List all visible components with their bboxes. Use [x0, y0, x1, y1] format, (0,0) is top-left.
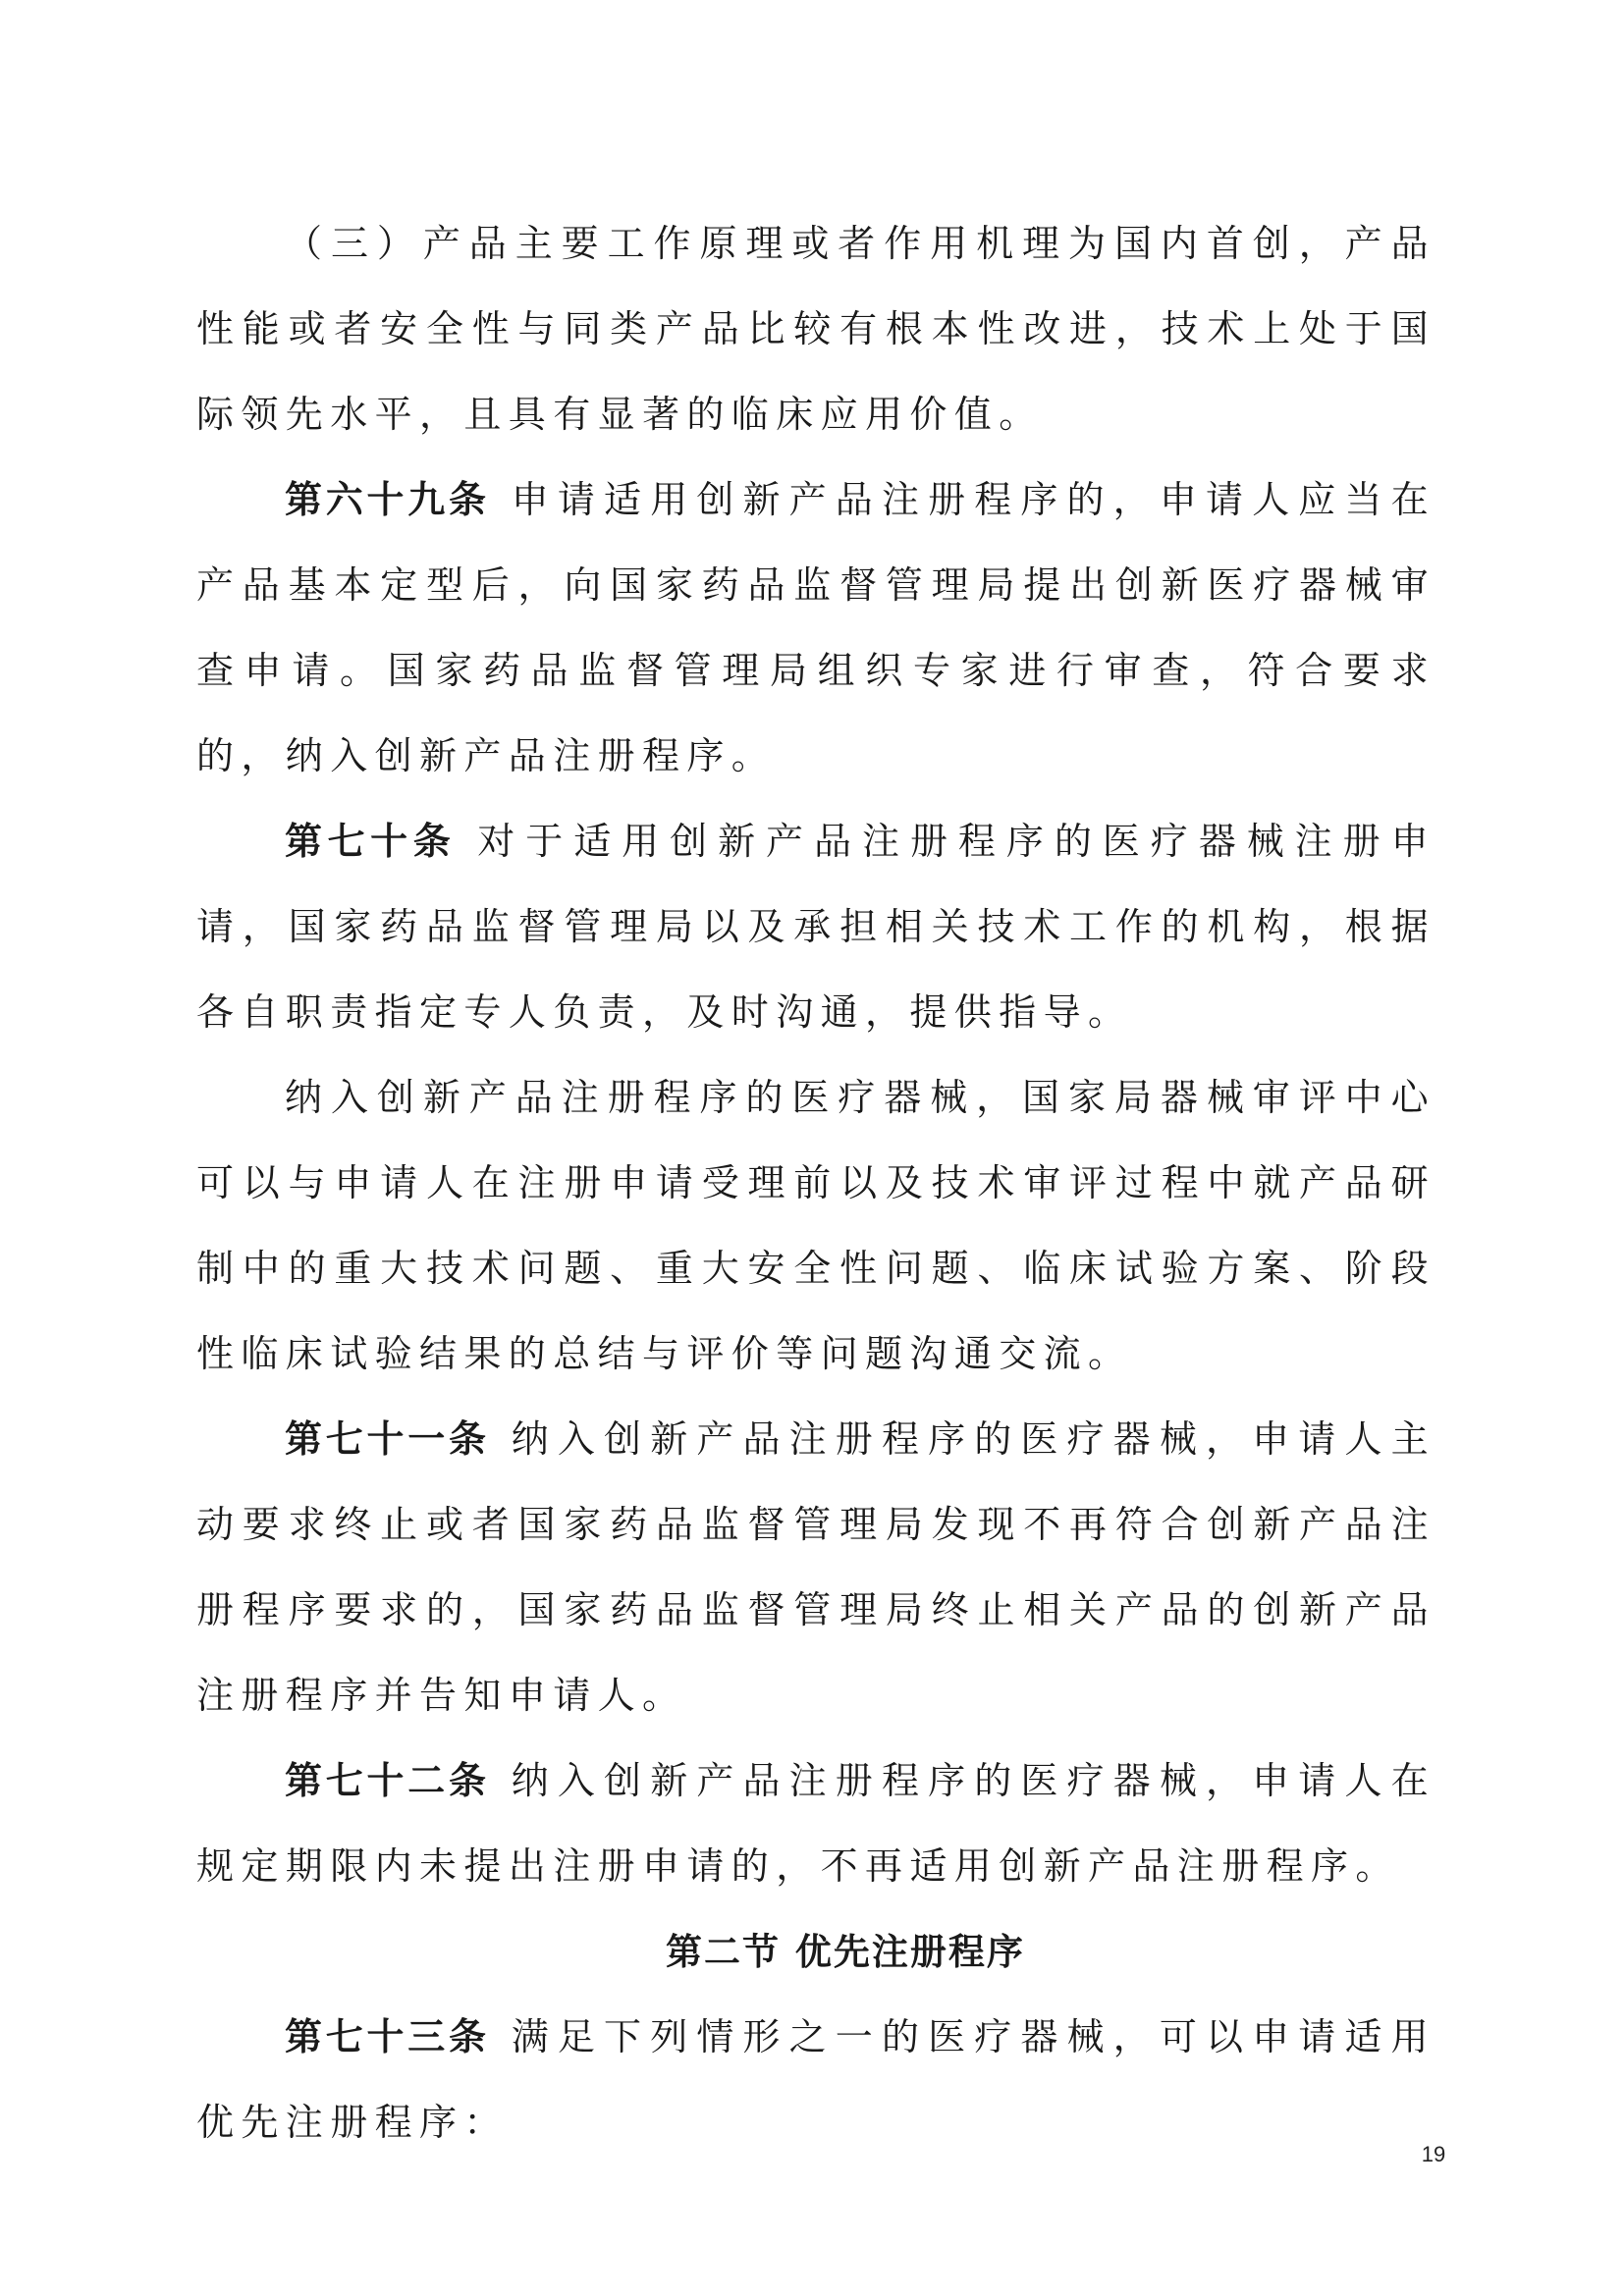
article-number: 第六十九条 — [285, 478, 490, 521]
article-text: 对于适用创新产品注册程序的医疗器械注册申请，国家药品监督管理局以及承担相关技术工作的机构，根据各自职责指定专人负责，及时沟通，提供指导。 — [196, 820, 1435, 1034]
article-73 — [196, 1995, 1435, 2165]
article-text: 纳入创新产品注册程序的医疗器械，申请人在规定期限内未提出注册申请的，不再适用创新产品注册程序。 — [196, 1759, 1435, 1888]
article-number: 第七十二条 — [285, 1759, 490, 1802]
page-body — [196, 201, 1435, 2165]
page-number: 19 — [1421, 2142, 1446, 2166]
article-71 — [196, 1397, 1435, 1738]
article-text: 申请适用创新产品注册程序的，申请人应当在产品基本定型后，向国家药品监督管理局提出创新医疗器械审查申请。国家药品监督管理局组织专家进行审查，符合要求的，纳入创新产品注册程序。 — [196, 478, 1435, 777]
section-heading: 第二节 优先注册程序 — [666, 1931, 1025, 1973]
article-70 — [196, 799, 1435, 1055]
article-number: 第七十三条 — [285, 2015, 490, 2058]
article-number: 第七十条 — [285, 820, 457, 863]
article-text: 纳入创新产品注册程序的医疗器械，申请人主动要求终止或者国家药品监督管理局发现不再符合创新产品注册程序要求的，国家药品监督管理局终止相关产品的创新产品注册程序并告知申请人。 — [196, 1417, 1435, 1717]
article-number: 第七十一条 — [285, 1417, 490, 1461]
paragraph-text: 纳入创新产品注册程序的医疗器械，国家局器械审评中心可以与申请人在注册申请受理前以及技术审评过程中就产品研制中的重大技术问题、重大安全性问题、临床试验方案、阶段性临床试验结果的总结与评价等问题沟通交流。 — [196, 1076, 1435, 1375]
paragraph-item-3 — [196, 201, 1435, 457]
article-69 — [196, 457, 1435, 799]
article-70-continued — [196, 1055, 1435, 1397]
article-text: 满足下列情形之一的医疗器械，可以申请适用优先注册程序： — [196, 2015, 1435, 2144]
article-72 — [196, 1738, 1435, 1909]
paragraph-text: （三）产品主要工作原理或者作用机理为国内首创，产品性能或者安全性与同类产品比较有根本性改进，技术上处于国际领先水平，且具有显著的临床应用价值。 — [196, 222, 1435, 436]
